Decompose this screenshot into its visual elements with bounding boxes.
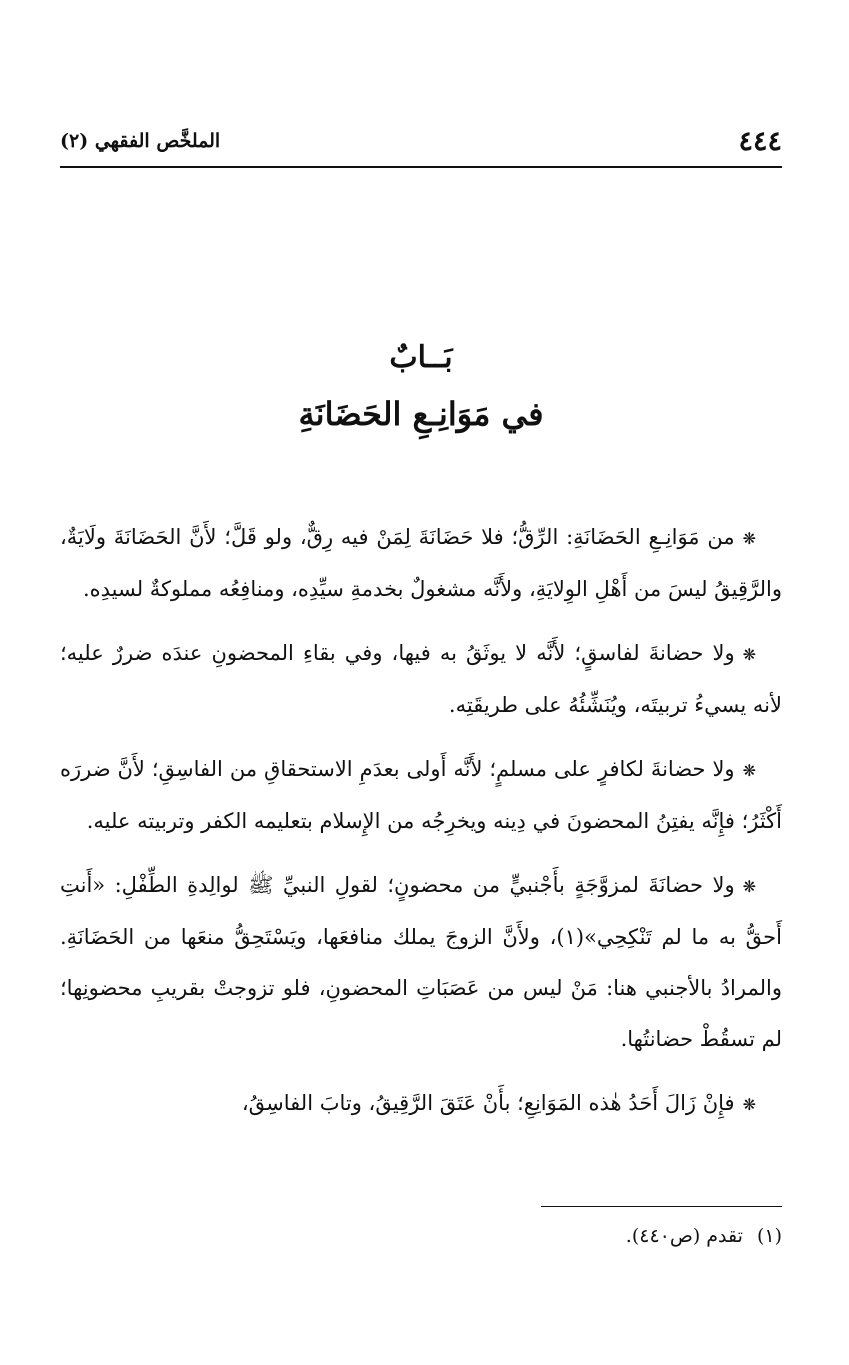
chapter-heading	[60, 335, 782, 447]
paragraph-2	[60, 628, 782, 731]
header-rule	[60, 166, 782, 168]
running-title: الملخَّص الفقهي (٢)	[60, 130, 221, 152]
page-header	[60, 122, 782, 162]
paragraph-text: ولا حضانةَ لفاسقٍ؛ لأَنَّه لا يوثَقُ به فيها، وفي بقاءِ المحضونِ عندَه ضررٌ عليه؛ لأنه يسيءُ تربيتَه، ويُنَشِّئُهُ على طريقَتِه.	[60, 641, 782, 717]
chapter-title: في مَوَانِـعِ الحَضَانَةِ	[298, 395, 544, 433]
paragraph-text: من مَوَانِـعِ الحَضَانَةِ: الرِّقُّ؛ فلا حَضَانَةَ لِمَنْ فيه رِقٌّ، ولو قَلَّ؛ لأَنَّ الحَضَانَةَ ولَايَةٌ، والرَّقِيقُ ليسَ من أَهْلِ الوِلايَةِ، ولأَنَّه مشغولٌ بخدمةِ سيِّدِه، ومنافِعُه مملوكةٌ لسيدِه.	[60, 525, 782, 601]
footnote-text: تقدم (ص٤٤٠).	[625, 1225, 743, 1247]
paragraph-text: ولا حضانةَ لكافرٍ على مسلمٍ؛ لأَنَّه أَولى بعدَمِ الاستحقاقِ من الفاسِقِ؛ لأَنَّ ضررَه أَكْثَرُ؛ فإِنَّه يفتِنُ المحضونَ في دِينه ويخرِجُه من الإِسلام بتعليمه الكفر وتربيته عليه.	[60, 757, 782, 833]
paragraph-3	[60, 744, 782, 847]
page-number: ٤٤٤	[738, 126, 782, 157]
paragraph-text: ولا حضانَةَ لمزوَّجَةٍ بأَجْنبيٍّ من محضونٍ؛ لقولِ النبيِّ ﷺ لوالِدةِ الطِّفْلِ: «أَنتِ أَحقُّ به ما لم تَنْكِحِي»(١)، ولأَنَّ الزوجَ يملك منافعَها، ويَسْتَحِقُّ منعَها من الحَضَانَةِ. والمرادُ بالأجنبي هنا: مَنْ ليس من عَصَبَاتِ المحضونِ، فلو تزوجتْ بقريبِ محضونِها؛ لم تسقُطْ حضانتُها.	[60, 873, 782, 1051]
bullet-icon: ❋	[742, 645, 756, 664]
bullet-icon: ❋	[742, 761, 756, 780]
bullet-icon: ❋	[742, 529, 756, 548]
paragraph-5	[60, 1078, 782, 1130]
paragraph-1	[60, 512, 782, 615]
paragraph-text: فإِنْ زَالَ أَحَدُ هٰذه المَوَانِعِ؛ بأَنْ عَتَقَ الرَّقِيقُ، وتابَ الفاسِقُ،	[241, 1091, 735, 1115]
bullet-icon: ❋	[742, 1095, 756, 1114]
footnote-rule	[541, 1206, 782, 1207]
bullet-icon: ❋	[742, 877, 756, 896]
paragraph-4	[60, 860, 782, 1065]
chapter-label: بَــابٌ	[389, 340, 453, 375]
footnote-number: (١)	[756, 1225, 782, 1247]
footnote	[60, 1218, 782, 1254]
body-text	[60, 512, 782, 1130]
